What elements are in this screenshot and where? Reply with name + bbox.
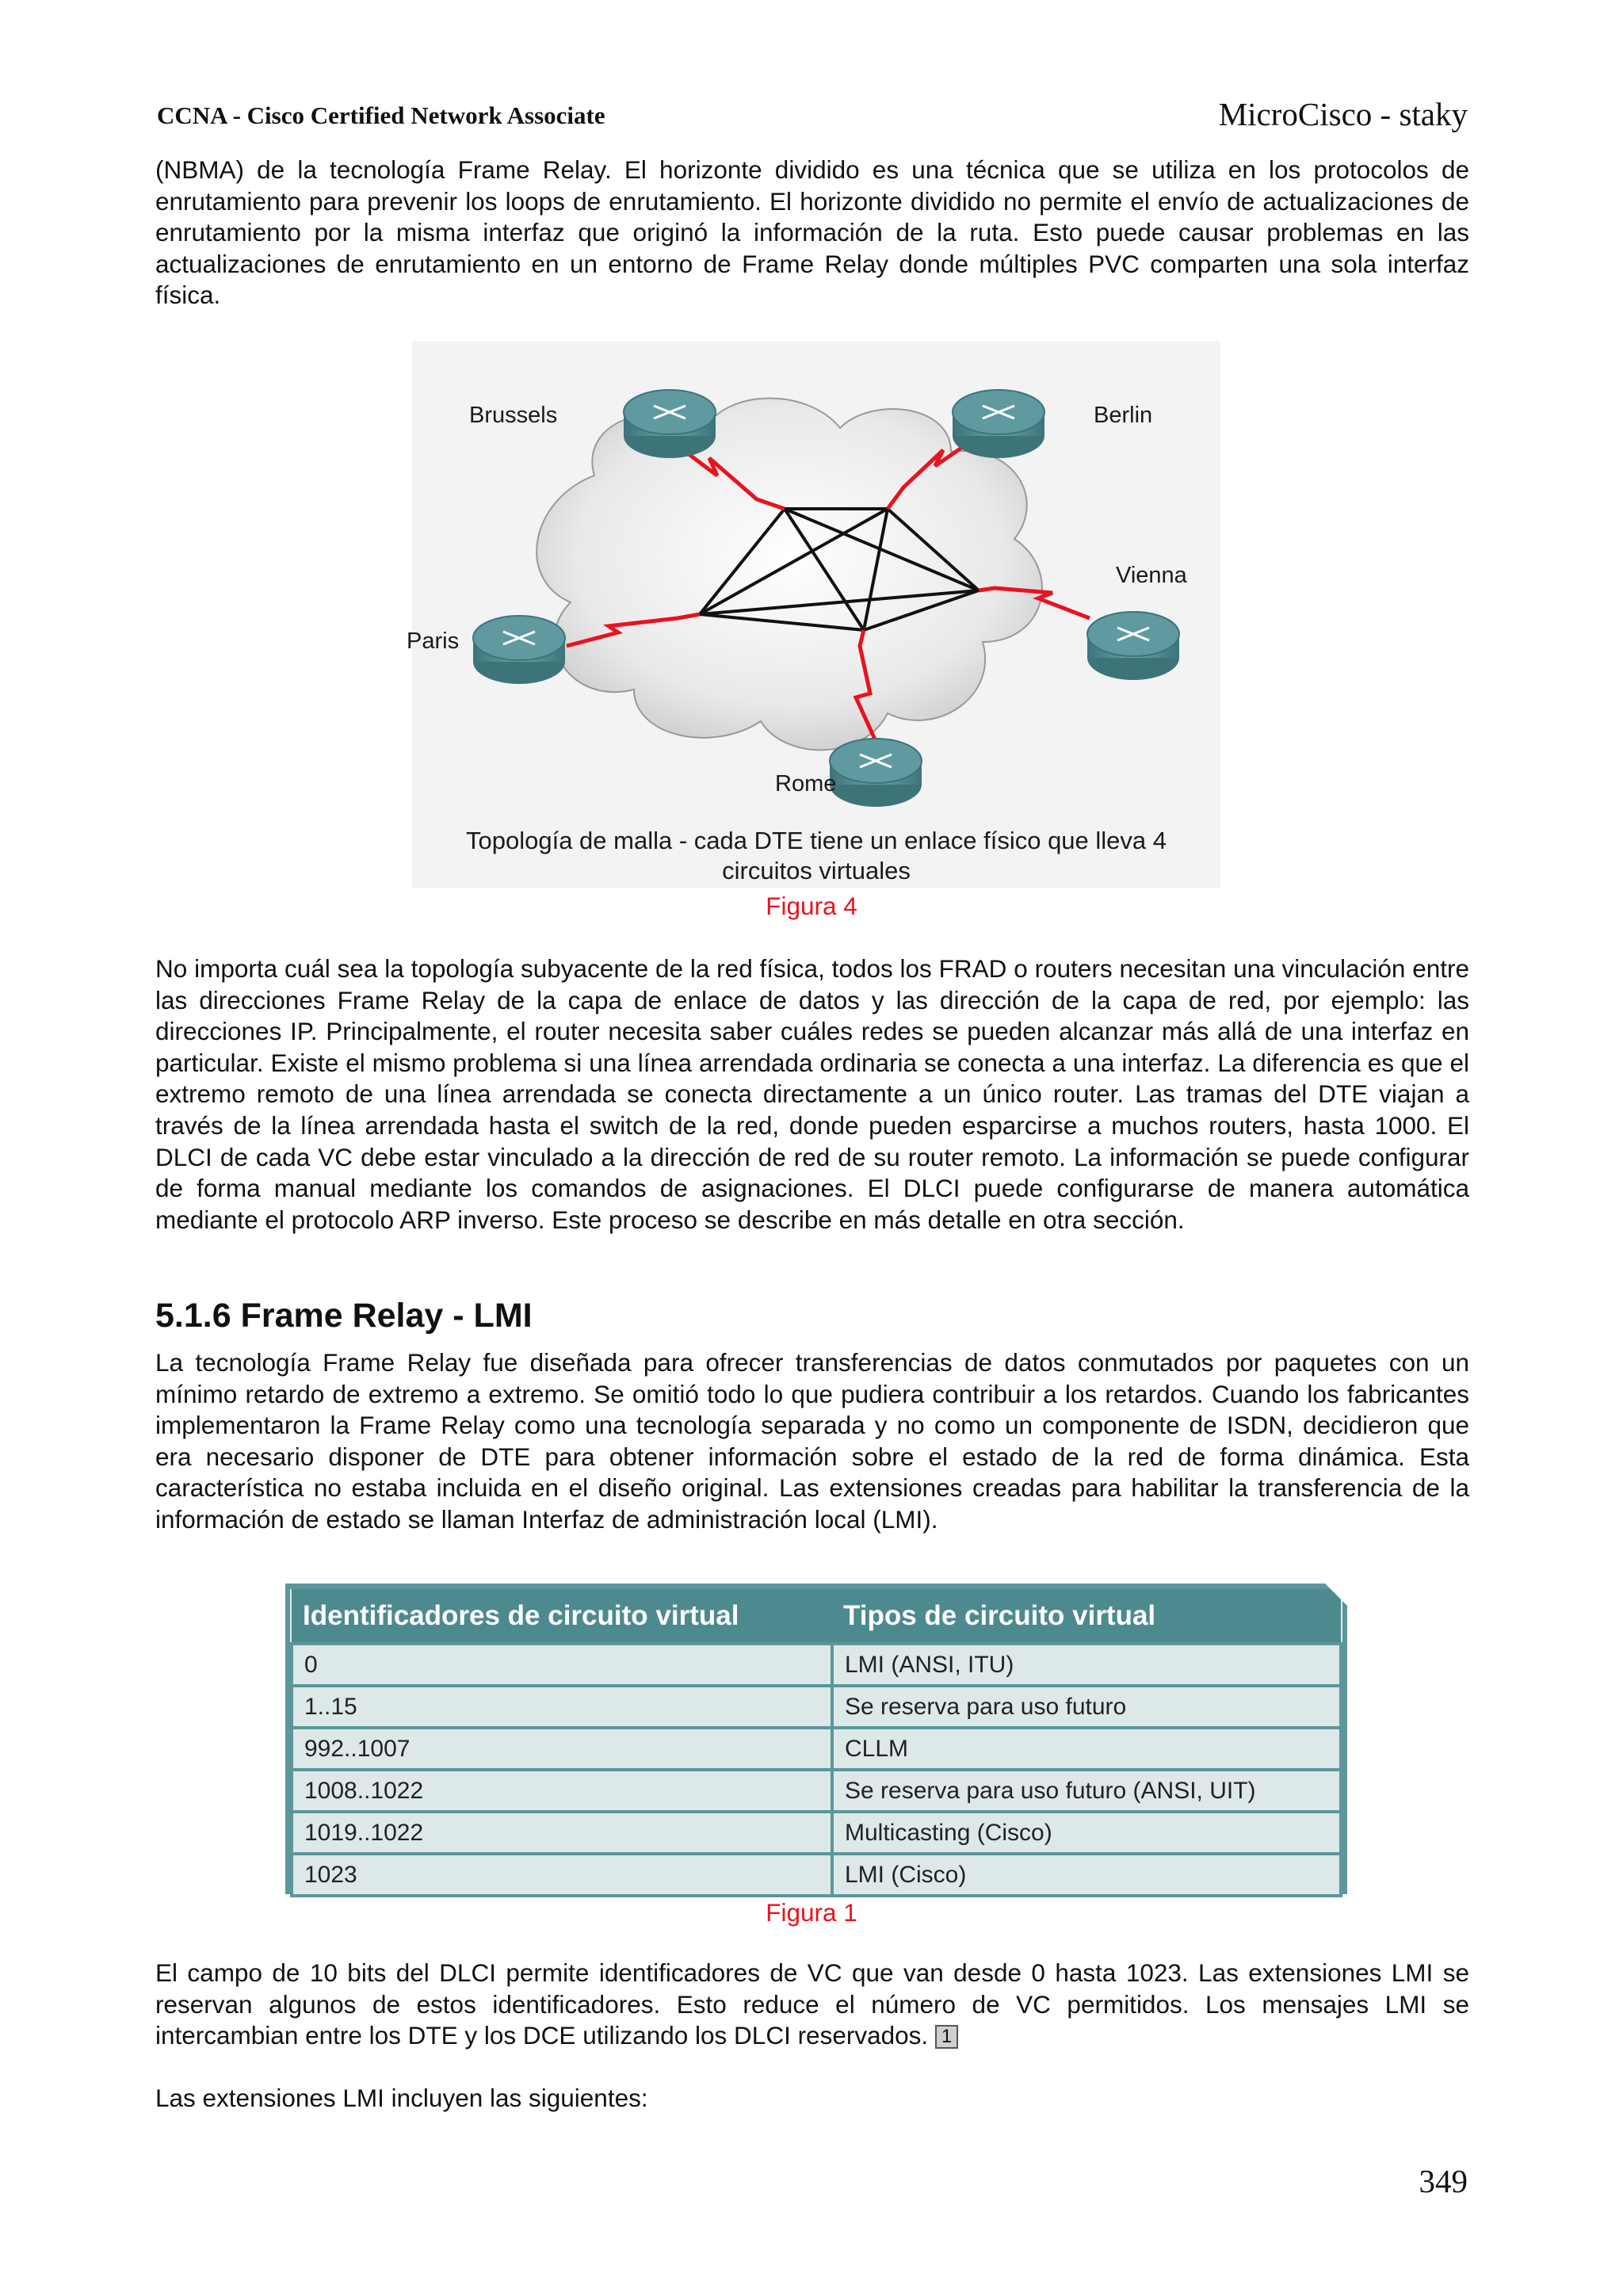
table-row [292, 1686, 1341, 1728]
section-heading: 5.1.6 Frame Relay - LMI [155, 1297, 533, 1335]
router-label-vienna: Vienna [1116, 563, 1187, 588]
figure-1-label: Figura 1 [766, 1898, 857, 1927]
paragraph-frad-routers: No importa cuál sea la topología subyacente de la red física, todos los FRAD o routers necesitan una vinculación entre las direcciones Frame Relay de la capa de enlace de datos y las dirección de la capa de red, por ejemplo: las direcciones IP. Principalmente, el router necesita saber cuáles redes se pueden alcanzar más allá de una interfaz en particular. Existe el mismo problema si una línea arrendada ordinaria se conecta a una interfaz. La diferencia es que el extremo remoto de una línea arrendada se conecta directamente a un único router. Las tramas del DTE viajan a través de la línea arrendada hasta el switch de la red, donde pueden esparcirse a muchos routers, hasta 1000. El DLCI de cada VC debe estar vinculado a la dirección de red de su router remoto. La información se puede configurar de forma manual mediante los comandos de asignaciones. El DLCI puede configurarse de manera automática mediante el protocolo ARP inverso. Este proceso se describe en más detalle en otra sección. [155, 954, 1469, 1234]
router-icon [953, 390, 1044, 458]
column-header: Tipos de circuito virtual [832, 1589, 1341, 1644]
table-row [292, 1728, 1341, 1770]
table-cell: Se reserva para uso futuro [832, 1686, 1341, 1728]
topology-caption-line-2: circuitos virtuales [722, 857, 911, 884]
table-header-row [292, 1589, 1341, 1644]
page-number: 349 [1419, 2163, 1468, 2199]
figure-reference-link[interactable]: 1 [935, 2025, 958, 2049]
paragraph-lmi-extensions: Las extensiones LMI incluyen las siguientes: [155, 2084, 648, 2112]
router-icon [830, 739, 922, 807]
paragraph-lmi-intro: La tecnología Frame Relay fue diseñada para ofrecer transferencias de datos conmutados por paquetes con un mínimo retardo de extremo a extremo. Se omitió todo lo que pudiera contribuir a los retardos. Cuando los fabricantes implementaron la Frame Relay como una tecnología separada y no como un componente de ISDN, decidieron que era necesario disponer de DTE para obtener información sobre el estado de la red de forma dinámica. Esta característica no estaba incluida en el diseño original. Las extensiones creadas para habilitar la transferencia de la información de estado se llaman Interfaz de administración local (LMI). [155, 1348, 1469, 1534]
table-row [292, 1812, 1341, 1854]
paragraph-split-horizon: (NBMA) de la tecnología Frame Relay. El horizonte dividido es una técnica que se utiliza en los protocolos de enrutamiento para prevenir los loops de enrutamiento. El horizonte dividido no permite el envío de actualizaciones de enrutamiento por la misma interfaz que originó la información de la ruta. Esto puede causar problemas en las actualizaciones de enrutamiento en un entorno de Frame Relay donde múltiples PVC comparten una sola interfaz física. [155, 155, 1469, 310]
router-label-rome: Rome [775, 771, 837, 797]
router-icon [473, 616, 565, 684]
virtual-circuit-table [290, 1589, 1342, 1897]
table-cell: 1023 [292, 1854, 832, 1896]
figure-4-label: Figura 4 [766, 892, 857, 920]
table-cell: CLLM [832, 1728, 1341, 1770]
table-cell: 992..1007 [292, 1728, 832, 1770]
mesh-topology-diagram [396, 341, 1236, 888]
paragraph-dlci-field [155, 1958, 1469, 2052]
table-row [292, 1854, 1341, 1896]
table-cell: 1019..1022 [292, 1812, 832, 1854]
table-cell: LMI (Cisco) [832, 1854, 1341, 1896]
router-label-brussels: Brussels [469, 403, 558, 428]
topology-caption-line-1: Topología de malla - cada DTE tiene un enlace físico que lleva 4 [465, 827, 1167, 854]
router-icon [1087, 612, 1179, 680]
table-row [292, 1770, 1341, 1812]
table-cell: LMI (ANSI, ITU) [832, 1644, 1341, 1686]
router-label-berlin: Berlin [1094, 403, 1153, 428]
table-cell: Se reserva para uso futuro (ANSI, UIT) [832, 1770, 1341, 1812]
header-title: CCNA - Cisco Certified Network Associate [157, 101, 605, 129]
table-row [292, 1644, 1341, 1686]
router-label-paris: Paris [407, 628, 460, 654]
table-cell: 1008..1022 [292, 1770, 832, 1812]
figure-4-topology-caption [420, 826, 1212, 886]
table-cell: 1..15 [292, 1686, 832, 1728]
table-cell: Multicasting (Cisco) [832, 1812, 1341, 1854]
header-author: MicroCisco - staky [1218, 96, 1468, 132]
table-cell: 0 [292, 1644, 832, 1686]
paragraph-dlci-text: El campo de 10 bits del DLCI permite identificadores de VC que van desde 0 hasta 1023. Las extensiones LMI se reservan algunos de estos identificadores. Esto reduce el número de VC permitidos. Los mensajes LMI se intercambian entre los DTE y los DCE utilizando los DLCI reservados. [155, 1958, 1469, 2050]
table-corner-notch [1325, 1584, 1347, 1606]
router-icon [624, 390, 716, 458]
column-header: Identificadores de circuito virtual [292, 1589, 832, 1644]
